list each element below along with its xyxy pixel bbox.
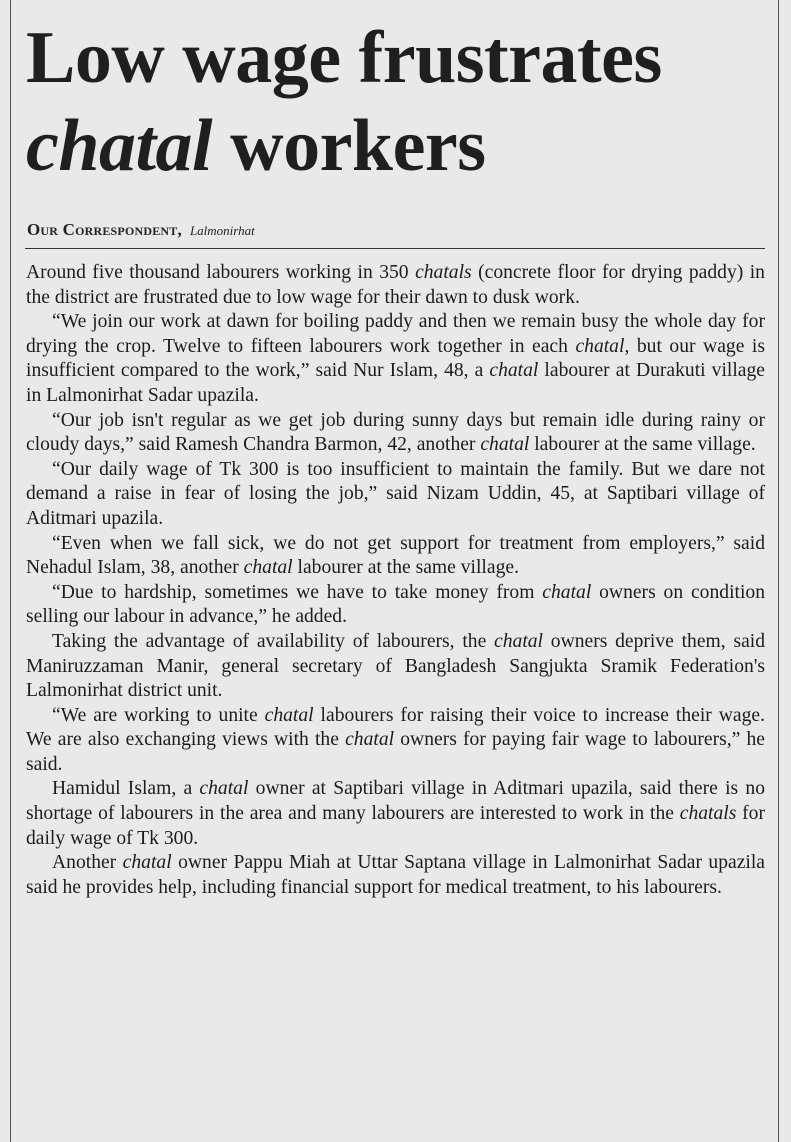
article-paragraph bbox=[26, 851, 765, 900]
column-rule-left bbox=[10, 0, 11, 1142]
paragraph-text: owner at Saptibari village in Aditmari upazila, said there is no shortage of labourers in the area and many labourers are interested to work in the bbox=[26, 778, 765, 825]
article-paragraph bbox=[26, 310, 765, 408]
headline-italic-word: chatal bbox=[26, 105, 213, 187]
paragraph-text: owners on condition selling our labour in advance,” he added. bbox=[26, 581, 765, 628]
paragraph-text: Another bbox=[52, 852, 123, 874]
paragraph-text: “Due to hardship, sometimes we have to take money from bbox=[52, 581, 543, 603]
italic-term: chatals bbox=[415, 262, 472, 283]
paragraph-text: “Even when we fall sick, we do not get support for treatment from employers,” said Nehadul Islam, 38, another bbox=[26, 532, 765, 579]
italic-term: chatal bbox=[199, 778, 249, 800]
paragraph-text: , but our wage is insufficient compared to the work,” said Nur Islam, 48, a bbox=[26, 335, 765, 382]
italic-term: chatals bbox=[679, 803, 737, 825]
paragraph-text: (concrete floor for drying paddy) in the district are frustrated due to low wage for their dawn to dusk work. bbox=[26, 262, 765, 308]
paragraph-text: “We are working to unite bbox=[52, 704, 265, 726]
headline bbox=[26, 14, 776, 190]
headline-line-2-rest: workers bbox=[212, 105, 486, 187]
paragraph-text: Taking the advantage of availability of labourers, the bbox=[52, 630, 495, 652]
italic-term: chatal bbox=[494, 630, 544, 652]
italic-term: chatal bbox=[122, 852, 172, 874]
article-paragraph bbox=[26, 581, 765, 630]
italic-term: chatal bbox=[575, 335, 625, 357]
italic-term: chatal bbox=[489, 360, 539, 382]
headline-line-1: Low wage frustrates bbox=[26, 17, 662, 99]
paragraph-text: owner Pappu Miah at Uttar Saptana village in Lalmonirhat Sadar upazila said he provides help, including financial support for medical treatment, to his labourers. bbox=[26, 852, 765, 898]
italic-term: chatal bbox=[480, 434, 530, 456]
italic-term: chatal bbox=[243, 557, 293, 579]
paragraph-text: “Our job isn't regular as we get job during sunny days but remain idle during rainy or cloudy days,” said Ramesh Chandra Barmon, 42, another bbox=[26, 409, 765, 456]
paragraph-text: labourer at Durakuti village in Lalmonirhat Sadar upazila. bbox=[26, 360, 765, 406]
paragraph-text: owners deprive them, said Maniruzzaman Manir, general secretary of Bangladesh Sangjukta Sramik Federation's Lalmonirhat district unit. bbox=[26, 630, 766, 702]
paragraph-text: labourers for raising their voice to increase their wage. We are also exchanging views with the bbox=[26, 704, 766, 751]
article-paragraph bbox=[26, 409, 765, 458]
byline-divider bbox=[25, 248, 765, 249]
paragraph-text: “We join our work at dawn for boiling paddy and then we remain busy the whole day for drying the crop. Twelve to fifteen labourers work together in each bbox=[26, 311, 765, 357]
article-paragraph bbox=[26, 704, 765, 778]
article-paragraph bbox=[26, 630, 765, 704]
paragraph-text: Hamidul Islam, a bbox=[52, 778, 200, 800]
byline-correspondent: Our Correspondent, bbox=[27, 220, 182, 239]
byline bbox=[27, 220, 255, 240]
article-paragraph bbox=[26, 458, 765, 532]
italic-term: chatal bbox=[542, 581, 592, 603]
article-paragraph bbox=[26, 261, 765, 310]
byline-location: Lalmonirhat bbox=[189, 223, 255, 238]
column-rule-right bbox=[778, 0, 779, 1142]
paragraph-text: labourer at the same village. bbox=[292, 557, 519, 579]
article-paragraph bbox=[26, 532, 765, 581]
paragraph-text: for daily wage of Tk 300. bbox=[26, 803, 765, 849]
article-body bbox=[26, 261, 765, 900]
paragraph-text: labourer at the same village. bbox=[529, 434, 756, 456]
italic-term: chatal bbox=[345, 729, 395, 751]
italic-term: chatal bbox=[264, 704, 314, 726]
paragraph-text: Around five thousand labourers working in 350 bbox=[26, 262, 416, 283]
article-paragraph bbox=[26, 777, 765, 851]
paragraph-text: owners for paying fair wage to labourers,” he said. bbox=[26, 729, 765, 775]
paragraph-text: “Our daily wage of Tk 300 is too insufficient to maintain the family. But we dare not demand a raise in fear of losing the job,” said Nizam Uddin, 45, at Saptibari village of Aditmari upazila. bbox=[26, 458, 765, 529]
